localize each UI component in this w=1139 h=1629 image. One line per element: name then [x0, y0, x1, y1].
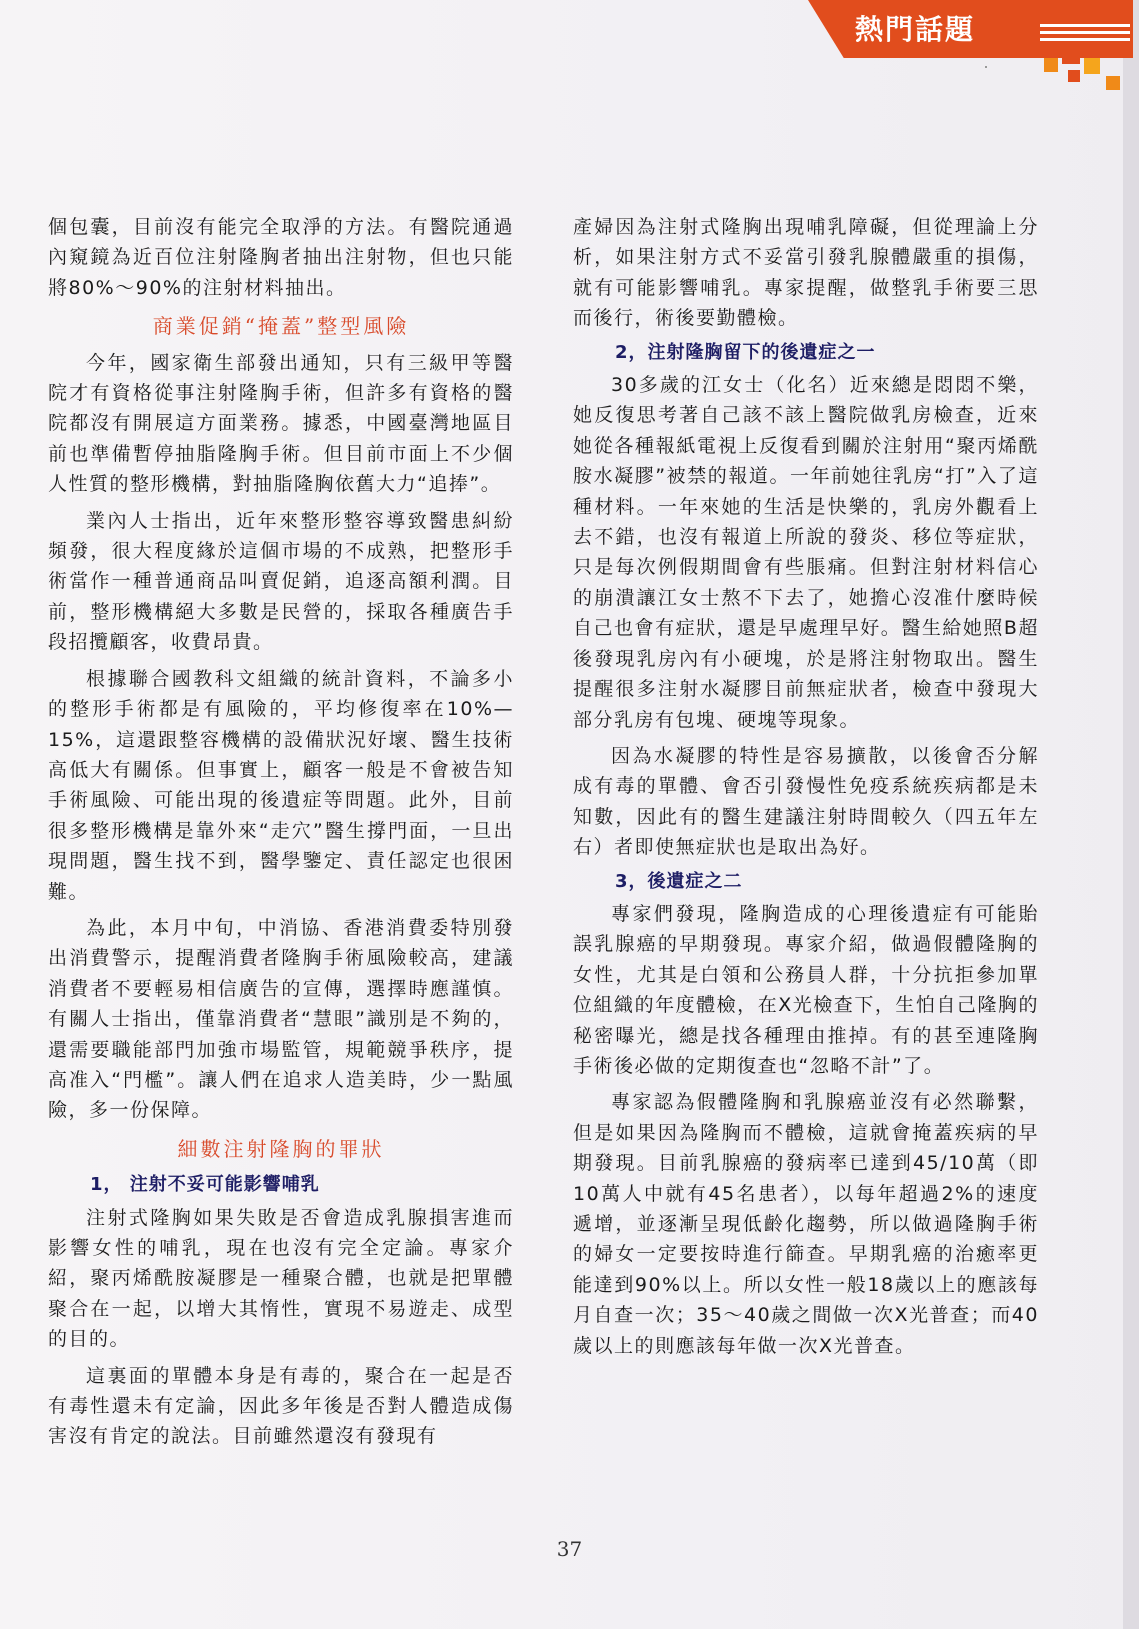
square-decoration	[1062, 46, 1080, 64]
paragraph: 今年，國家衛生部發出通知，只有三級甲等醫院才有資格從事注射隆胸手術，但許多有資格的醫院都沒有開展這方面業務。據悉，中國臺灣地區目前也準備暫停抽脂隆胸手術。但目前市面上不少個人性質的整形機構，對抽脂隆胸依舊大力“追捧”。	[48, 351, 514, 496]
paragraph: 業內人士指出，近年來整形整容導致醫患糾紛頻發，很大程度緣於這個市場的不成熟，把整形手術當作一種普通商品叫賣促銷，追逐高額利潤。目前，整形機構絕大多數是民營的，採取各種廣告手段招攬顧客，收費昂貴。	[48, 509, 514, 654]
section-heading: 商業促銷“掩蓋”整型風險	[152, 314, 410, 339]
paragraph: 這裏面的單體本身是有毒的，聚合在一起是否有毒性還未有定論，因此多年後是否對人體造成傷害沒有肯定的說法。目前雖然還沒有發現有	[48, 1364, 514, 1448]
header-stripes	[1040, 24, 1130, 45]
section-heading: 細數注射隆胸的罪狀	[177, 1136, 385, 1161]
subheading: 2，注射隆胸留下的後遺症之一	[615, 341, 876, 363]
print-dot	[985, 66, 987, 68]
paragraph: 專家們發現，隆胸造成的心理後遺症有可能貽誤乳腺癌的早期發現。專家介紹，做過假體隆胸的女性，尤其是白領和公務員人群，十分抗拒參加單位組織的年度體檢，在X光檢查下，生怕自己隆胸的秘密曝光，總是找各種理由推掉。有的甚至連隆胸手術後必做的定期復查也“忽略不計”了。	[573, 902, 1039, 1077]
square-decoration	[1084, 58, 1100, 74]
square-decoration	[1044, 58, 1058, 72]
right-column	[573, 212, 1039, 1361]
paragraph: 個包囊，目前沒有能完全取淨的方法。有醫院通過內窺鏡為近百位注射隆胸者抽出注射物，但也只能將80%～90%的注射材料抽出。	[48, 216, 514, 299]
square-decoration	[1068, 70, 1080, 82]
left-column	[48, 212, 514, 1452]
section-tag-title: 熱門話題	[855, 13, 976, 46]
paragraph: 產婦因為注射式隆胸出現哺乳障礙，但從理論上分析，如果注射方式不妥當引發乳腺體嚴重的損傷，就有可能影響哺乳。專家提醒，做整乳手術要三思而後行，術後要勤體檢。	[573, 216, 1039, 330]
page-number: 37	[556, 1537, 583, 1561]
subheading: 3，後遺症之二	[615, 870, 743, 892]
paragraph: 30多歲的江女士（化名）近來總是悶悶不樂，她反復思考著自己該不該上醫院做乳房檢查，近來她從各種報紙電視上反復看到關於注射用“聚丙烯酰胺水凝膠”被禁的報道。一年前她往乳房“打”入了這種材料。一年來她的生活是快樂的，乳房外觀看上去不錯，也沒有報道上所說的發炎、移位等症狀，只是每次例假期間會有些脹痛。但對注射材料信心的崩潰讓江女士熬不下去了，她擔心沒准什麼時候自己也會有症狀，還是早處理早好。醫生給她照B超後發現乳房內有小硬塊，於是將注射物取出。醫生提醒很多注射水凝膠目前無症狀者，檢查中發現大部分乳房有包塊、硬塊等現象。	[573, 374, 1039, 731]
paragraph: 注射式隆胸如果失敗是否會造成乳腺損害進而影響女性的哺乳，現在也沒有完全定論。專家介紹，聚丙烯酰胺凝膠是一種聚合體，也就是把單體聚合在一起，以增大其惰性，實現不易遊走、成型的目的。	[48, 1206, 514, 1351]
square-decoration	[1106, 76, 1120, 90]
paragraph: 為此，本月中旬，中消協、香港消費委特別發出消費警示，提醒消費者隆胸手術風險較高，建議消費者不要輕易相信廣告的宣傳，選擇時應謹慎。有關人士指出，僅靠消費者“慧眼”識別是不夠的，還需要職能部門加強市場監管，規範競爭秩序，提高准入“門檻”。讓人們在追求人造美時，少一點風險，多一份保障。	[48, 916, 514, 1122]
page-spine	[1123, 0, 1139, 1629]
subheading: 1， 注射不妥可能影響哺乳	[90, 1174, 320, 1196]
paragraph: 專家認為假體隆胸和乳腺癌並沒有必然聯繫，但是如果因為隆胸而不體檢，這就會掩蓋疾病的早期發現。目前乳腺癌的發病率已達到45/10萬（即10萬人中就有45名患者），以每年超過2%的速度遞增，並逐漸呈現低齡化趨勢，所以做過隆胸手術的婦女一定要按時進行篩查。早期乳癌的治癒率更能達到90%以上。所以女性一般18歲以上的應該每月自查一次；35～40歲之間做一次X光普查；而40歲以上的則應該每年做一次X光普查。	[573, 1091, 1039, 1357]
paragraph: 因為水凝膠的特性是容易擴散，以後會否分解成有毒的單體、會否引發慢性免疫系統疾病都是未知數，因此有的醫生建議注射時間較久（四五年左右）者即使無症狀也是取出為好。	[573, 744, 1039, 859]
paragraph: 根據聯合國教科文組織的統計資料，不論多小的整形手術都是有風險的，平均修復率在10%—15%，這還跟整容機構的設備狀況好壞、醫生技術高低大有關係。但事實上，顧客一般是不會被告知手術風險、可能出現的後遺症等問題。此外，目前很多整形機構是靠外來“走穴”醫生撐門面，一旦出現問題，醫生找不到，醫學鑒定、責任認定也很困難。	[48, 667, 514, 903]
